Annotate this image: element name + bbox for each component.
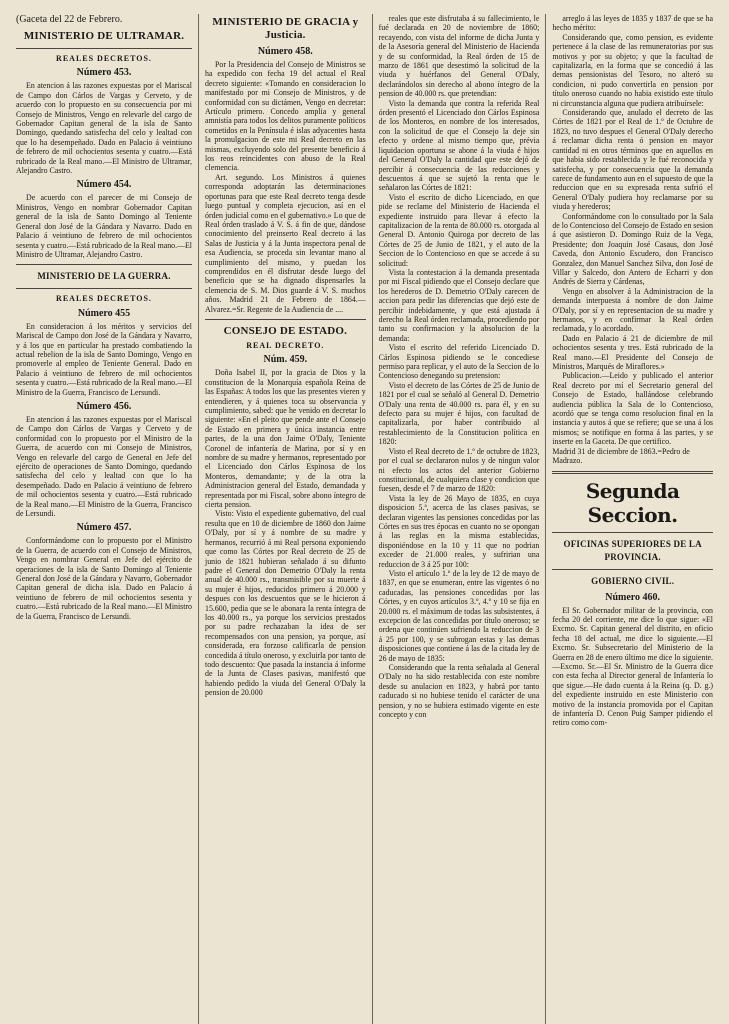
- decree-458-text-b: Art. segundo. Los Ministros á quienes corresponda adoptarán las determinaciones oportunas para que este Real decreto tenga desde luego puntual y completa ejecucion, así en el órden judicial como en el gubernativo.» Lo que de Real órden traslado á V. S. á fin de que, dándose conocimiento del preinserto Real decreto á las Salas de Justicia y á la Junta inspectora penal de esa Audiencia, se proceda sin levantar mano al cumplimiento del mismo, y puedan los comprendidos en él disfrutar desde luego del beneficio que se ha dignado dispensarles la clemencia de S. M. Dios guarde á V. S. muchos años. Madrid 21 de Febrero de 1864.—Alvarez.=Sr. Regente de la Audiencia de ....: [205, 172, 366, 314]
- decree-460-text: El Sr. Gobernador militar de la provincia, con fecha 20 del corriente, me dice lo que sigue: «El Excmo. Sr. Capitan general del distrito, en oficio fecha 18 del actual, me dice lo siguiente.—El Excmo. Sr. Subsecretario del Ministerio de la Guerra en 28 de enero último me dice lo siguiente.—Excmo. Sr.—El Sr. Ministro de la Guerra dice con esta fecha al Director general de Infantería lo que sigue.—He dado cuenta á la Reina (q. D. g.) del expediente instruido en este Ministerio con motivo de la instancia promovida por el Capitan de infantería D. Cenon Puig Samper pidiendo el retiro como com-: [552, 605, 713, 728]
- decree-454-text: De acuerdo con el parecer de mi Consejo de Ministros, Vengo en nombrar Gobernador Capitan general de la isla de Santo Domingo al Teniente General don José de la Gándara y Navarro. Dado en Palacio á veintiuno de febrero de mil ochocientos sesenta y cuatro.—Está rubricado de la Real mano.—El Ministro de Ultramar, Alejandro Castro.: [16, 193, 192, 259]
- numero-457: Número 457.: [76, 522, 132, 534]
- paragraph: Vengo en absolver á la Administracion de la demanda interpuesta á nombre de don Jaime O'Daly, por sí y en representacion de su madre y hermanos, y en confirmar la Real órden reclamada, y lo acordado.: [552, 286, 713, 334]
- numero-453: Número 453.: [76, 67, 132, 79]
- divider: [552, 471, 713, 474]
- reales-decretos-heading-2: REALES DECRETOS.: [56, 294, 152, 304]
- paragraph: Vista la ley de 26 Mayo de 1835, en cuya disposicion 5.ª, acerca de las clases pasivas, se declaran vigentes las pensiones concedidas por las Córtes en sus tres épocas en cuanto no se opongan á las reglas en la misma establecidas, disponiéndose en la 10 y 11 que no podrian exceder de 21.000 reales, y sufririan una reduccion de 3 á 25 por 100:: [378, 493, 540, 569]
- decree-459-text-b: Visto: Visto el expediente gubernativo, del cual resulta que en 10 de diciembre de 1860 don Jaime O'Daly, por sí y á nombre de su madre y hermanos, recurrió á mi Real persona exponiendo que como las Córtes por Real decreto de 25 de junio de 1821 hubieran señalado á su difunto padre el General don Demetrio O'Daly la renta anual de 40.000 rs., transmisible por su muerte á su mujer é hijos, reducidos primero á 20.000 y despues con los descuentos que se le hicieron á 15.600, pedia que se le abonara la renta íntegra de los 40.000 rs., ya porque los servicios prestados por su padre rechazaban la idea de ser recompensados con una pension, ya porque, así considerada, era forzoso calificarla de pension concedida á título oneroso, y excluirla por tanto de todo descuento: Que pasada la instancia á informe de la Junta de Clases pasivas, manifestó que habiendo pedido la viuda del General O'Daly la pension de 20.000: [205, 509, 366, 698]
- decree-459-text-a: Doña Isabel II, por la gracia de Dios y la constitucion de la Monarquía española Reina de las Españas: A todos los que las presentes vieren y entendieren, y á quienes toca su observancia y cumplimiento, sabed: que he venido en decretar lo siguiente: «En el pleito que pende ante el Consejo de Estado en primera y única instancia entre partes, de la una don Jaime O'Daly, Teniente Coronel de infantería de Marina, por sí y en nombre de su madre y hermanos, representado por el Licenciado don Cárlos Espinosa de los Monteros, demandante; y de la otra la Administracion general del Estado, demandada y representada por mi Fiscal, sobre abono íntegro de cierta pension.: [205, 368, 366, 510]
- gaceta-date: (Gaceta del 22 de Febrero.: [16, 14, 123, 25]
- reales-decretos-heading: REALES DECRETOS.: [56, 54, 152, 63]
- numero-458: Número 458.: [257, 46, 313, 57]
- paragraph: Visto el decreto de las Córtes de 25 de Junio de 1821 por el cual se señaló al General D. Demetrio O'Daly una renta de 40.000 rs. para él, y en su defecto para su mujer é hijos, con facultad de capitalizarla, por haber contribuido al restablecimiento de la Constitucion política en 1820:: [378, 380, 540, 447]
- decree-456-text: En atencion á las razones expuestas por el Mariscal de Campo don Cárlos de Vargas y Cerveto y de conformidad con lo propuesto por el Ministro de la Guerra, de acuerdo con mi Consejo de Ministros, Vengo en relevarle del cargo de General en Jefe del ejército de operaciones de Santo Domingo, quedando satisfecha del celo y lealtad con que lo ha desempeñado. Dado en Palacio á veintiuno de febrero de mil ochocientos sesenta y cuatro.—Está rubricado de la Real mano.—El Ministro de la Guerra, Francisco de Lersundi.: [16, 414, 192, 519]
- heading-ministerio-gracia: MINISTERIO DE GRACIA y Justicia.: [212, 16, 359, 41]
- paragraph: Vista la contestacion á la demanda presentada por mi Fiscal pidiendo que el Consejo declare que los herederos de D. Demetrio O'Daly carecen de accion para pedir las diferencias que dejó este de percibir indebidamente, y que está ajustada á derecho la Real órden reclamada, procediendo por tanto su confirmacion y la absolucion de la demanda:: [378, 267, 540, 343]
- paragraph: Visto el Real decreto de 1.º de octubre de 1823, por el cual se declararon nulos y de ningun valor ni efecto los actos del anterior Gobierno constitucional, de cualquiera clase y condicion que fuesen, desde el 7 de marzo de 1820:: [378, 446, 540, 494]
- paragraph: Dado en Palacio á 21 de diciembre de mil ochocientos sesenta y tres. Está rubricado de la Real mano.—El Presidente del Consejo de Ministros, Marqués de Miraflores.»: [552, 333, 713, 372]
- heading-consejo-estado: CONSEJO DE ESTADO.: [223, 324, 348, 337]
- heading-ministerio-guerra: MINISTERIO DE LA GUERRA.: [37, 271, 171, 282]
- heading-oficinas: OFICINAS SUPERIORES DE LA PROVINCIA.: [563, 538, 702, 562]
- real-decreto-heading: REAL DECRETO.: [246, 340, 325, 350]
- divider: [552, 569, 713, 570]
- paragraph: arreglo á las leyes de 1835 y 1837 de que se ha hecho mérito:: [552, 14, 713, 33]
- column-3: [372, 14, 546, 1024]
- column-2: [198, 14, 372, 1024]
- columns: [16, 14, 719, 1024]
- paragraph: Conformándome con lo consultado por la Sala de lo Contencioso del Consejo de Estado en sesion á que asistieron D. Domingo Ruiz de la Vega, Presidente; don Joaquin José Casaus, don José Caveda, don Antonio Escudero, don Francisco Gonzalez, don Manuel Sanchez Silva, don José de Villar y Salcedo, don Antero de Echarri y don Andrés de Sierra y Cárdenas,: [552, 211, 713, 287]
- paragraph: reales que este disfrutaba á su fallecimiento, le fué declarada en 20 de noviembre de 1860; recayendo, con vista del informe de dicha Junta y de la Asesoría general del Ministerio de Hacienda y de su conformidad, la Real órden de 15 de marzo de 1861 que desestimó la solicitud de la viuda y huérfanos del General O'Daly, declarándolos sin derecho al abono íntegro de la pension de 40.000 rs. que pretendian:: [378, 14, 540, 99]
- paragraph: Visto el escrito del referido Licenciado D. Cárlos Espinosa pidiendo se le concediese permiso para replicar, y el auto de la Seccion de lo Contencioso denegando su pretension:: [378, 343, 540, 381]
- divider: [16, 288, 192, 289]
- numero-455: Número 455: [77, 307, 131, 319]
- numero-459: Núm. 459.: [263, 354, 308, 366]
- heading-ministerio-ultramar: MINISTERIO DE ULTRAMAR.: [23, 30, 185, 42]
- paragraph: Publicacion.—Leido y publicado el anterior Real decreto por mí el Secretario general del Consejo de Estado, hallándose celebrando audiencia pública la Sala de lo Contencioso, acordó que se tenga como resolucion final en la instancia y autos á que se refiere; que se una á los mismos; se notifique en forma á las partes, y se inserte en la Gaceta. De que certifico.: [552, 371, 713, 447]
- divider: [205, 319, 366, 320]
- paragraph: Considerando que la renta señalada al General O'Daly no ha sido restablecida con este nombre desde su anulacion en 1823, y habrá por tanto caducado si no hubiese tenido el carácter de una pension, y no se hubiera estimado vigente en este concepto y con: [378, 663, 540, 720]
- decree-457-text: Conformándome con lo propuesto por el Ministro de la Guerra, de acuerdo con el Consejo de Ministros, Vengo en nombrar General en Jefe del ejército de operaciones de la isla de Santo Domingo al Teniente General don José de la Gándara y Navarro, Gobernador Capitan general de dicha isla. Dado en Palacio á veintiuno de febrero de mil ochocientos sesenta y cuatro.—Está rubricado de la Real mano.—El Ministro de la Guerra, Francisco de Lersundi.: [16, 536, 192, 621]
- paragraph: Considerando que, como pension, es evidente pertenece á la clase de las remuneratorias por sus motivos y por su objeto; y que la facultad de capitalizarla, en la forma que se concedió á las demas pensionistas del Tesoro, no alteró su condicion, ni pudo convertirla en pension por título oneroso cuando no habia existido este título ni circunstancia alguna que pudiera atribuírsele:: [552, 32, 713, 108]
- decree-455-text: En consideracion á los méritos y servicios del Mariscal de Campo don José de la Gándara y Navarro, y á los que en particular ha prestado combatiendo la actual rebelion de la isla de Santo Domingo, Vengo en promoverle al empleo de Teniente General. Dado en Palacio á veintiuno de febrero de mil ochocientos sesenta y cuatro.—Está rubricado de la Real mano.—El Ministro de la Guerra, Francisco de Lersundi.: [16, 321, 192, 397]
- column-4: [545, 14, 719, 1024]
- signature-line: Madrid 31 de diciembre de 1863.=Pedro de Madrazo.: [552, 446, 690, 466]
- decree-458-text-a: Por la Presidencia del Consejo de Ministros se ha expedido con fecha 19 del actual el Real decreto siguiente: «Tomando en consideracion lo manifestado por mi Consejo de Ministros, y de conformidad con su dictámen, Vengo en decretar: Artículo primero. Concedo amplia y general amnistía para todos los delitos puramente políticos cometidos en la Península é islas adyacentes hasta la promulgacion de este mi Real decreto en las mismas, excluyendo solo del presente beneficio á los reos reincidentes con abuso de la Real clemencia.: [205, 60, 366, 173]
- numero-456: Número 456.: [76, 400, 132, 412]
- divider: [552, 532, 713, 533]
- decree-453-text: En atencion á las razones expuestas por el Mariscal de Campo don Cárlos de Vargas y Cerveto, y de acuerdo con lo propuesto en su consecuencia por mi Consejo de Ministros, Vengo en relevarle del cargo de Gobernador Capitan general de la isla de Santo Domingo, quedando satisfecha del celo y lealtad con que lo ha desempeñado. Dado en Palacio á veintiuno de febrero de mil ochocientos sesenta y cuatro.—Está rubricado de la Real mano.—El Ministro de Ultramar, Alejandro Castro.: [16, 81, 192, 176]
- column-1: [16, 14, 198, 1024]
- paragraph: Visto la demanda que contra la referida Real órden presentó el Licenciado don Cárlos Espinosa de los Monteros, en nombre de los interesados, con la solicitud de que el Consejo la deje sin efecto y ordene al mismo tiempo que, prévia liquidacion oportuna se abone á la viuda é hijos del General O'Daly la cantidad que este dejó de percibir á consecuencia de las reducciones y descuentos á que se sujetó la renta que le señalaron las Córtes de 1821:: [378, 98, 540, 193]
- numero-454: Número 454.: [76, 179, 132, 191]
- paragraph: Considerando que, anulado el decreto de las Córtes de 1821 por el Real de 1.º de Octubre de 1823, no tuvo despues el General O'Daly derecho á reclamar dicha renta ó pension en mayor cantidad ni en otros términos que en aquellos en que habia sido restablecida y le fué reconocida y satisfecha, y por consecuencia que la demanda carece de fundamento aun en el supuesto de que la reduccion que en su expresada renta sufrió el General O'Daly pudiera hoy reclamarse por su viuda y herederos;: [552, 108, 713, 212]
- paragraph: Visto el artículo 1.º de la ley de 12 de mayo de 1837, en que se enumeran, entre las vigentes ó no caducadas, las pensiones concedidas por las Córtes, y en cuyos artículos 3.º, 4.º y 10 se fija en 20.000 rs. el máximum de todas las subsistentes, á excepcion de las concedidas por título oneroso; se ordena que continúen sufriendo la reduccion de 3 á 25 por 100, y se subrogan estas y las demas disposiciones que contiene á las de la citada ley de 26 de mayo de 1835:: [378, 568, 540, 663]
- numero-460: Número 460.: [605, 591, 661, 603]
- heading-gobierno-civil: GOBIERNO CIVIL.: [591, 575, 675, 586]
- divider: [16, 48, 192, 49]
- divider: [16, 264, 192, 265]
- paragraph: Visto el escrito de dicho Licenciado, en que pide se reclame del Ministerio de Hacienda el expediente instruido para llevar á efecto la capitalizacion de la renta de 80.000 rs. otorgada al General D. Antonio Quiroga por decreto de las Córtes de 25 de Junio de 1821, y el auto de la Seccion de lo Contencioso en que se accede á su solicitud:: [378, 192, 540, 268]
- heading-segunda-seccion: Segunda Seccion.: [585, 478, 680, 527]
